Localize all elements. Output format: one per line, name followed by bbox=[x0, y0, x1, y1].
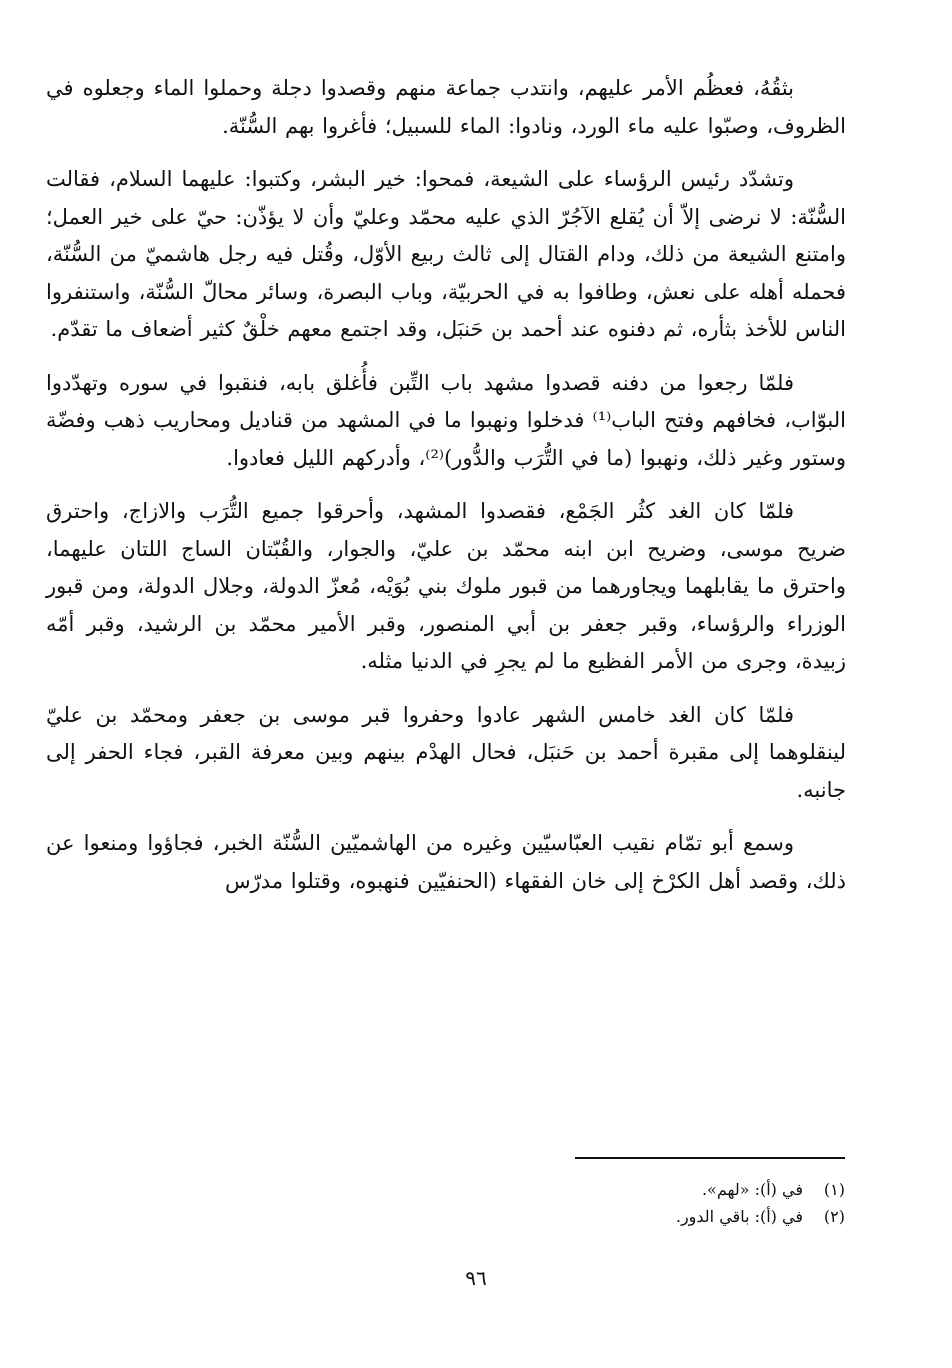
footnote-2 bbox=[420, 1203, 845, 1230]
paragraph-1: بثقُهُ، فعظُم الأمر عليهم، وانتدب جماعة منهم وقصدوا دجلة وحملوا الماء وجعلوه في الظروف، وصبّوا عليه ماء الورد، ونادوا: الماء للسبيل؛ فأغروا بهم السُّنّة. bbox=[46, 76, 846, 138]
footnote-divider bbox=[575, 1157, 845, 1159]
footnote-number: (٢) bbox=[823, 1207, 845, 1226]
footnote-1 bbox=[420, 1176, 845, 1203]
page-number: ٩٦ bbox=[465, 1266, 487, 1290]
paragraph-4: فلمّا كان الغد كثُر الجَمْع، فقصدوا المشهد، وأحرقوا جميع التُّرَب والازاج، واحترق ضريح موسى، وضريح ابن ابنه محمّد بن عليّ، والجوار، والقُبّتان الساج اللتان عليهما، واحترق ما يقابلهما ويجاورهما من قبور ملوك بني بُوَيْه، مُعزّ الدولة، وجلال الدولة، ومن قبور الوزراء والرؤساء، وقبر جعفر بن أبي المنصور، وقبر الأمير محمّد بن الرشيد، وقبر أمّه زبيدة، وجرى من الأمر الفظيع ما لم يجرِ في الدنيا مثله. bbox=[46, 499, 846, 673]
paragraph-6: وسمع أبو تمّام نقيب العبّاسيّين وغيره من الهاشميّين السُّنّة الخبر، فجاؤوا ومنعوا عن ذلك، وقصد أهل الكرْخ إلى خان الفقهاء (الحنفيّين فنهبوه، وقتلوا مدرّس bbox=[46, 831, 846, 893]
body-text bbox=[46, 70, 846, 900]
footnote-text: في (أ): «لهم». bbox=[701, 1180, 803, 1199]
footnotes bbox=[420, 1176, 845, 1230]
paragraph-2: وتشدّد رئيس الرؤساء على الشيعة، فمحوا: خير البشر، وكتبوا: عليهما السلام، فقالت السُّنّة: لا نرضى إلاّ أن يُقلع الآجُرّ الذي عليه محمّد وعليّ وأن لا يؤذّن: حيّ على خير العمل؛ وامتنع الشيعة من ذلك، ودام القتال إلى ثالث ربيع الأوّل، وقُتل فيه رجل هاشميّ من السُّنّة، فحمله أهله على نعش، وطافوا به في الحربيّة، وباب البصرة، وسائر محالّ السُّنّة، واستنفروا الناس للأخذ بثأره، ثم دفنوه عند أحمد بن حَنبَل، وقد اجتمع معهم خلْقٌ كثير أضعاف ما تقدّم. bbox=[46, 167, 846, 341]
paragraph-3: فلمّا رجعوا من دفنه قصدوا مشهد باب التِّبن فأُغلق بابه، فنقبوا في سوره وتهدّدوا البوّاب، فخافهم وفتح الباب⁽¹⁾ فدخلوا ونهبوا ما في المشهد من قناديل ومحاريب ذهب وفضّة وستور وغير ذلك، ونهبوا (ما في التُّرَب والدُّور)⁽²⁾، وأدركهم الليل فعادوا. bbox=[46, 370, 847, 470]
footnote-number: (١) bbox=[823, 1180, 845, 1199]
paragraph-5: فلمّا كان الغد خامس الشهر عادوا وحفروا قبر موسى بن جعفر ومحمّد بن عليّ لينقلوهما إلى مقبرة أحمد بن حَنبَل، فحال الهدْم بينهم وبين معرفة القبر، فجاء الحفر إلى جانبه. bbox=[46, 702, 846, 802]
footnote-text: في (أ): باقي الدور. bbox=[675, 1207, 803, 1226]
